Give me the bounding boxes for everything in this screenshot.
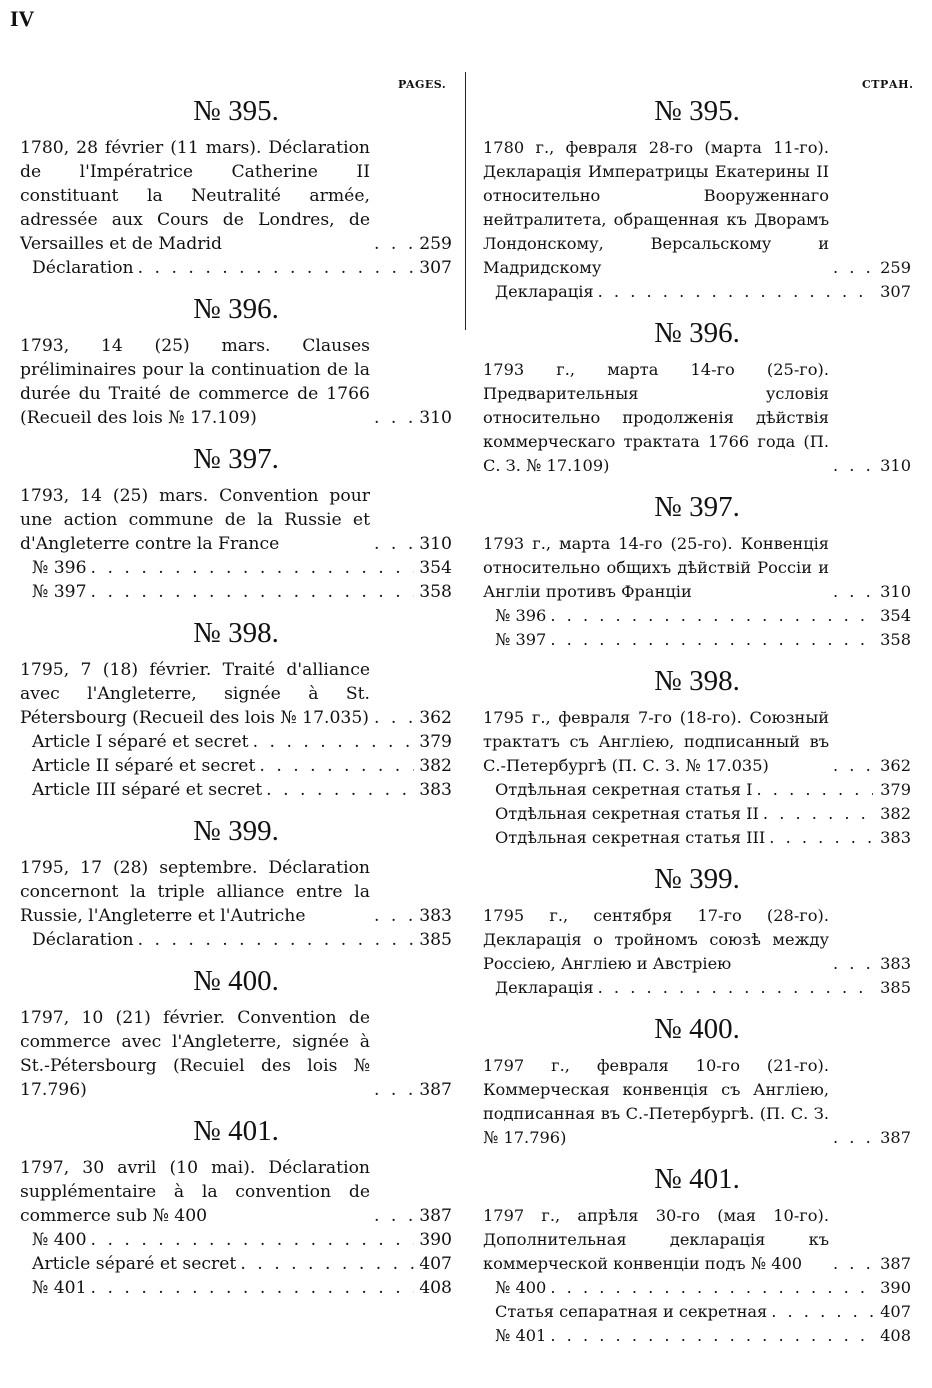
- page-reference: 408: [419, 1278, 452, 1298]
- treaty-entry: [483, 92, 911, 314]
- dot-leader: [769, 826, 873, 850]
- sub-item-label: Déclaration: [32, 258, 134, 278]
- sub-item-label: Article séparé et secret: [32, 1254, 237, 1274]
- dot-leader: [374, 232, 414, 256]
- sub-item-row: [20, 580, 452, 604]
- dot-leader: [771, 1300, 873, 1324]
- treaty-entry: [20, 1112, 452, 1310]
- treaty-description: 1795, 7 (18) février. Traité d'alliance avec l'Angleterre, signée à St. Pétersbourg (Recueil des lois № 17.035): [20, 660, 370, 728]
- treaty-number: № 397.: [193, 443, 279, 475]
- sub-item-label: Статья сепаратная и секретная: [495, 1302, 768, 1321]
- sub-item-label: Отдѣльная секретная статья II: [495, 804, 759, 823]
- treaty-description-row: [483, 1054, 911, 1150]
- treaty-entry: [483, 488, 911, 662]
- treaty-number: № 398.: [193, 617, 279, 649]
- sub-item-row: [483, 802, 911, 826]
- page-reference: 387: [880, 1128, 911, 1147]
- treaty-number: № 397.: [654, 491, 740, 523]
- sub-item-row: [20, 256, 452, 280]
- dot-leader: [253, 730, 414, 754]
- sub-item-label: Декларація: [495, 978, 594, 997]
- treaty-number: № 401.: [654, 1163, 740, 1195]
- dot-leader: [598, 976, 873, 1000]
- sub-item-label: № 401: [32, 1278, 87, 1298]
- treaty-entry: [483, 860, 911, 1010]
- treaty-number: № 399.: [654, 863, 740, 895]
- dot-leader: [374, 1078, 414, 1102]
- page-reference: 390: [880, 1278, 911, 1297]
- treaty-description: 1793 г., марта 14-го (25-го). Конвенція относительно общихъ дѣйствій Россіи и Англіи противъ Франціи: [483, 534, 829, 601]
- page-reference: 390: [419, 1230, 452, 1250]
- treaty-entry: [483, 314, 911, 488]
- page-reference: 383: [880, 954, 911, 973]
- sub-item-label: Декларація: [495, 282, 594, 301]
- page-reference: 362: [880, 756, 911, 775]
- treaty-description-row: [20, 1006, 452, 1102]
- treaty-description: 1797, 10 (21) février. Convention de commerce avec l'Angleterre, signée à St.-Pétersbourg (Recuiel des lois № 17.796): [20, 1008, 370, 1100]
- sub-item-label: № 397: [495, 630, 547, 649]
- treaty-description: 1795 г., февраля 7-го (18-го). Союзный трактатъ съ Англіею, подписанный въ С.-Петербургѣ (П. С. З. № 17.035): [483, 708, 829, 775]
- treaty-description-row: [20, 658, 452, 730]
- dot-leader: [550, 628, 873, 652]
- page-reference: 379: [880, 780, 911, 799]
- page-reference: 383: [419, 780, 452, 800]
- treaty-description: 1780 г., февраля 28-го (марта 11-го). Декларація Императрицы Екатерины II относительно Вооруженнаго нейтралитета, обращенная къ Дворамъ Лондонскому, Версальскому и Мадридскому: [483, 138, 829, 277]
- page-reference: 387: [880, 1254, 911, 1273]
- sub-item-label: Article III séparé et secret: [32, 780, 263, 800]
- treaty-description-row: [483, 706, 911, 778]
- sub-item-row: [483, 604, 911, 628]
- page-reference: 310: [419, 408, 452, 428]
- sub-item-label: № 401: [495, 1326, 547, 1345]
- treaty-number: № 401.: [193, 1115, 279, 1147]
- sub-item-label: Article I séparé et secret: [32, 732, 249, 752]
- treaty-entry: [20, 962, 452, 1112]
- treaty-number: № 396.: [193, 293, 279, 325]
- treaty-description-row: [483, 1204, 911, 1276]
- dot-leader: [91, 1228, 414, 1252]
- treaty-description-row: [483, 136, 911, 280]
- page-reference: 383: [419, 906, 452, 926]
- dot-leader: [550, 1324, 873, 1348]
- dot-leader: [763, 802, 873, 826]
- page-reference: 383: [880, 828, 911, 847]
- page-reference: 358: [419, 582, 452, 602]
- treaty-description-row: [20, 334, 452, 430]
- page-reference: 382: [880, 804, 911, 823]
- sub-item-row: [483, 280, 911, 304]
- treaty-description-row: [483, 358, 911, 478]
- sub-item-row: [483, 628, 911, 652]
- russian-column-header: СТРАН.: [862, 78, 914, 91]
- sub-item-row: [483, 1300, 911, 1324]
- sub-item-row: [483, 778, 911, 802]
- page-reference: 382: [419, 756, 452, 776]
- sub-item-row: [20, 1228, 452, 1252]
- dot-leader: [91, 556, 414, 580]
- dot-leader: [833, 256, 873, 280]
- dot-leader: [550, 1276, 873, 1300]
- page-number: IV: [10, 6, 35, 31]
- sub-item-row: [20, 730, 452, 754]
- treaty-number: № 395.: [193, 95, 279, 127]
- sub-item-row: [20, 928, 452, 952]
- sub-item-row: [20, 1252, 452, 1276]
- column-divider: [465, 72, 466, 330]
- treaty-entry: [20, 290, 452, 440]
- sub-item-label: Отдѣльная секретная статья III: [495, 828, 766, 847]
- treaty-description-row: [20, 856, 452, 928]
- sub-item-label: № 396: [32, 558, 87, 578]
- dot-leader: [259, 754, 414, 778]
- sub-item-label: Déclaration: [32, 930, 134, 950]
- page-reference: 354: [880, 606, 911, 625]
- dot-leader: [240, 1252, 414, 1276]
- dot-leader: [138, 256, 414, 280]
- treaty-number: № 396.: [654, 317, 740, 349]
- dot-leader: [374, 1204, 414, 1228]
- sub-item-label: Article II séparé et secret: [32, 756, 256, 776]
- sub-item-label: Отдѣльная секретная статья I: [495, 780, 753, 799]
- page-reference: 310: [880, 582, 911, 601]
- treaty-entry: [20, 440, 452, 614]
- page-reference: 408: [880, 1326, 911, 1345]
- page-reference: 307: [419, 258, 452, 278]
- page-reference: 362: [419, 708, 452, 728]
- dot-leader: [833, 580, 873, 604]
- treaty-description: 1797 г., февраля 10-го (21-го). Коммерческая конвенція съ Англіею, подписанная въ С.-Петербургѣ. (П. С. З. № 17.796): [483, 1056, 829, 1147]
- treaty-description: 1797, 30 avril (10 mai). Déclaration supplémentaire à la convention de commerce sub № 400: [20, 1158, 370, 1226]
- treaty-entry: [20, 614, 452, 812]
- sub-item-row: [20, 1276, 452, 1300]
- page-reference: 387: [419, 1080, 452, 1100]
- dot-leader: [91, 1276, 414, 1300]
- dot-leader: [138, 928, 414, 952]
- french-column: [20, 92, 452, 1310]
- sub-item-label: № 397: [32, 582, 87, 602]
- dot-leader: [833, 1252, 873, 1276]
- page-reference: 385: [880, 978, 911, 997]
- sub-item-label: № 400: [495, 1278, 547, 1297]
- page-reference: 307: [880, 282, 911, 301]
- sub-item-row: [483, 976, 911, 1000]
- treaty-entry: [20, 812, 452, 962]
- treaty-number: № 395.: [654, 95, 740, 127]
- sub-item-row: [20, 556, 452, 580]
- treaty-entry: [483, 1160, 911, 1358]
- russian-column: [483, 92, 911, 1358]
- dot-leader: [833, 454, 873, 478]
- dot-leader: [833, 754, 873, 778]
- sub-item-row: [20, 754, 452, 778]
- treaty-description-row: [20, 484, 452, 556]
- page-reference: 407: [419, 1254, 452, 1274]
- treaty-description-row: [483, 532, 911, 604]
- page-reference: 358: [880, 630, 911, 649]
- treaty-description: 1793, 14 (25) mars. Convention pour une action commune de la Russie et d'Angleterre contre la France: [20, 486, 370, 554]
- dot-leader: [374, 904, 414, 928]
- page-reference: 259: [419, 234, 452, 254]
- treaty-description-row: [483, 904, 911, 976]
- page-reference: 379: [419, 732, 452, 752]
- treaty-description-row: [20, 1156, 452, 1228]
- sub-item-label: № 400: [32, 1230, 87, 1250]
- treaty-description: 1780, 28 février (11 mars). Déclaration de l'Impératrice Catherine II constituant la Neutralité armée, adressée aux Cours de Londres, de Versailles et de Madrid: [20, 138, 370, 254]
- treaty-description: 1795, 17 (28) septembre. Déclaration concernont la triple alliance entre la Russie, l'Angleterre et l'Autriche: [20, 858, 370, 926]
- page-reference: 387: [419, 1206, 452, 1226]
- page-reference: 259: [880, 258, 911, 277]
- dot-leader: [833, 1126, 873, 1150]
- treaty-entry: [483, 662, 911, 860]
- sub-item-row: [20, 778, 452, 802]
- treaty-description: 1795 г., сентября 17-го (28-го). Декларація о тройномъ союзѣ между Россіею, Англіею и Австріею: [483, 906, 829, 973]
- dot-leader: [91, 580, 414, 604]
- treaty-description: 1797 г., апрѣля 30-го (мая 10-го). Дополнительная декларація къ коммерческой конвенціи подъ № 400: [483, 1206, 829, 1273]
- treaty-description-row: [20, 136, 452, 256]
- dot-leader: [266, 778, 414, 802]
- sub-item-row: [483, 1324, 911, 1348]
- french-column-header: PAGES.: [398, 78, 447, 91]
- page-reference: 310: [419, 534, 452, 554]
- dot-leader: [757, 778, 874, 802]
- dot-leader: [598, 280, 873, 304]
- treaty-number: № 400.: [193, 965, 279, 997]
- page-reference: 385: [419, 930, 452, 950]
- dot-leader: [833, 952, 873, 976]
- treaty-entry: [20, 92, 452, 290]
- treaty-number: № 398.: [654, 665, 740, 697]
- sub-item-label: № 396: [495, 606, 547, 625]
- treaty-number: № 399.: [193, 815, 279, 847]
- sub-item-row: [483, 1276, 911, 1300]
- page-reference: 354: [419, 558, 452, 578]
- dot-leader: [550, 604, 873, 628]
- dot-leader: [374, 532, 414, 556]
- page-reference: 310: [880, 456, 911, 475]
- page-reference: 407: [880, 1302, 911, 1321]
- treaty-entry: [483, 1010, 911, 1160]
- sub-item-row: [483, 826, 911, 850]
- treaty-number: № 400.: [654, 1013, 740, 1045]
- treaty-description: 1793, 14 (25) mars. Clauses préliminaires pour la continuation de la durée du Traité de commerce de 1766 (Recueil des lois № 17.109): [20, 336, 370, 428]
- dot-leader: [374, 706, 414, 730]
- dot-leader: [374, 406, 414, 430]
- treaty-description: 1793 г., марта 14-го (25-го). Предварительныя условія относительно продолженія дѣйствія коммерческаго трактата 1766 года (П. С. З. № 17.109): [483, 360, 829, 475]
